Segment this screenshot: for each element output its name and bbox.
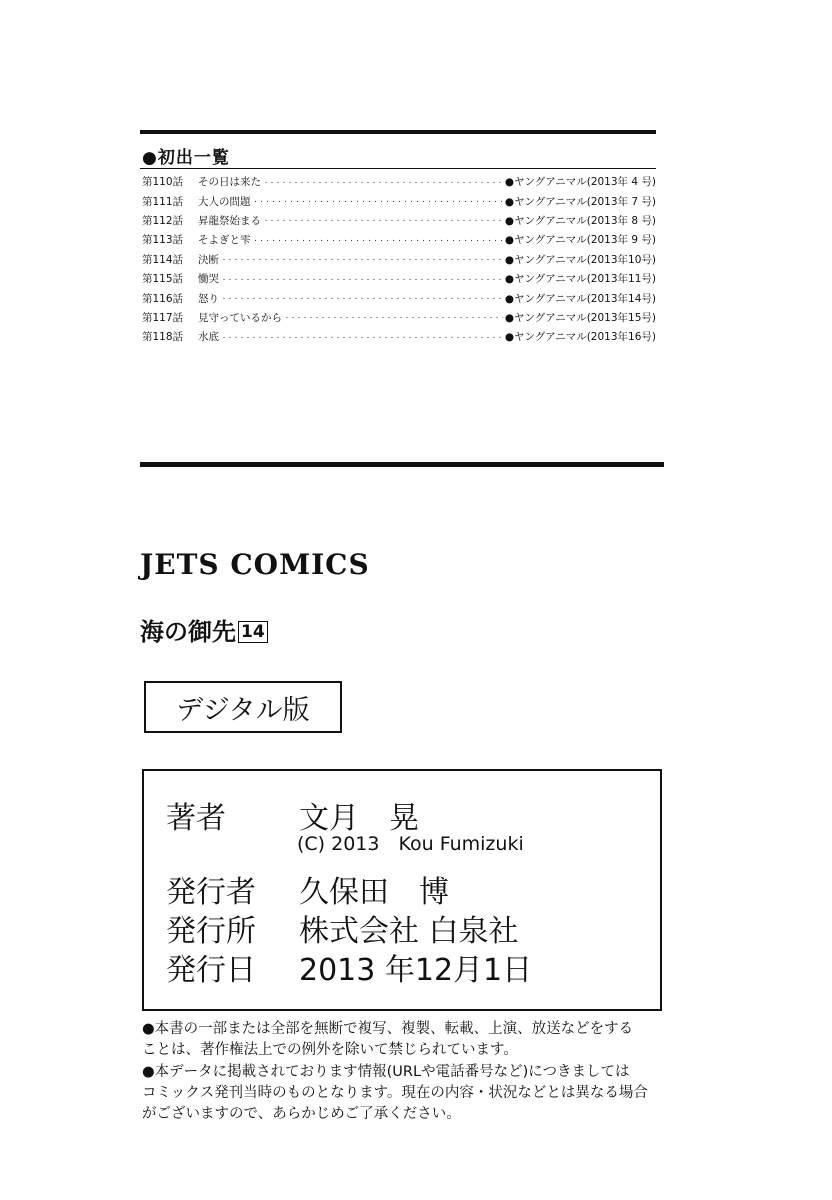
chapter-row [142, 327, 656, 346]
copyright-notices [142, 1019, 682, 1125]
chapter-number: 第115話 [142, 273, 184, 286]
notice-line: ●本データに掲載されております情報(URLや電話番号など)につきましては [142, 1063, 630, 1080]
chapter-title: 決断 [198, 253, 219, 266]
chapter-title: その日は来た [198, 176, 261, 189]
first-publication-heading: ●初出一覧 [142, 148, 230, 168]
chapter-row [142, 269, 656, 288]
leader-dots [284, 311, 503, 323]
colophon-box [142, 769, 662, 1011]
publisher-person-label: 発行者 [166, 875, 256, 910]
top-rule [140, 130, 656, 134]
book-title-text: 海の御先 [140, 618, 236, 646]
chapter-number: 第114話 [142, 253, 184, 266]
chapter-number: 第118話 [142, 331, 184, 344]
leader-dots [221, 292, 503, 304]
notice-line: コミックス発刊当時のものとなります。現在の内容・状況などとは異なる場合 [142, 1084, 648, 1101]
imprint-label: JETS COMICS [140, 548, 370, 581]
chapter-source: ●ヤングアニマル(2013年14号) [504, 292, 656, 305]
chapter-source: ●ヤングアニマル(2013年 9 号) [504, 234, 656, 247]
chapter-number: 第113話 [142, 234, 184, 247]
chapter-row [142, 211, 656, 230]
chapter-source: ●ヤングアニマル(2013年 7 号) [504, 195, 656, 208]
chapter-source: ●ヤングアニマル(2013年10号) [504, 253, 656, 266]
chapter-number: 第112話 [142, 214, 184, 227]
heading-rule [140, 168, 656, 169]
leader-dots [253, 195, 503, 207]
publication-date: 2013 年12月1日 [299, 953, 533, 988]
author-name: 文月 晃 [299, 801, 419, 836]
chapter-source: ●ヤングアニマル(2013年16号) [504, 331, 656, 344]
chapter-title: 大人の問題 [198, 195, 251, 208]
chapter-source: ●ヤングアニマル(2013年11号) [504, 273, 656, 286]
chapter-title: そよぎと雫 [198, 234, 251, 247]
chapter-title: 見守っているから [198, 311, 282, 324]
chapter-title: 昇龍祭始まる [198, 214, 261, 227]
chapter-title: 慟哭 [198, 273, 219, 286]
chapter-number: 第111話 [142, 195, 184, 208]
notice-line: ●本書の一部または全部を無断で複写、複製、転載、上演、放送などをする [142, 1021, 634, 1037]
chapter-row [142, 230, 656, 249]
book-title [140, 612, 268, 647]
notice-line: ことは、著作権法上での例外を除いて禁じられています。 [142, 1042, 518, 1059]
publisher-label: 発行所 [166, 914, 256, 949]
chapter-source: ●ヤングアニマル(2013年 8 号) [504, 214, 656, 227]
author-label: 著者 [166, 801, 226, 836]
publication-date-label: 発行日 [166, 953, 256, 988]
chapter-list [142, 172, 656, 347]
chapter-source: ●ヤングアニマル(2013年 4 号) [504, 176, 656, 189]
chapter-row [142, 191, 656, 210]
leader-dots [263, 176, 503, 188]
chapter-number: 第117話 [142, 311, 184, 324]
middle-rule [140, 462, 664, 467]
publisher-name: 株式会社 白泉社 [299, 914, 519, 949]
chapter-title: 水底 [198, 331, 219, 344]
copyright-line: (C) 2013 Kou Fumizuki [297, 833, 524, 855]
chapter-row [142, 172, 656, 191]
leader-dots [221, 273, 503, 285]
publisher-person: 久保田 博 [299, 875, 449, 910]
leader-dots [263, 214, 503, 226]
leader-dots [221, 331, 503, 343]
notice-line: がございますので、あらかじめご了承ください。 [142, 1106, 461, 1123]
leader-dots [253, 234, 503, 246]
leader-dots [221, 253, 503, 265]
chapter-row [142, 250, 656, 269]
chapter-number: 第110話 [142, 176, 184, 189]
chapter-row [142, 288, 656, 307]
volume-number: 14 [238, 621, 268, 643]
chapter-source: ●ヤングアニマル(2013年15号) [504, 311, 656, 324]
chapter-row [142, 308, 656, 327]
chapter-title: 怒り [198, 292, 219, 305]
edition-badge: デジタル版 [144, 681, 342, 733]
chapter-number: 第116話 [142, 292, 184, 305]
